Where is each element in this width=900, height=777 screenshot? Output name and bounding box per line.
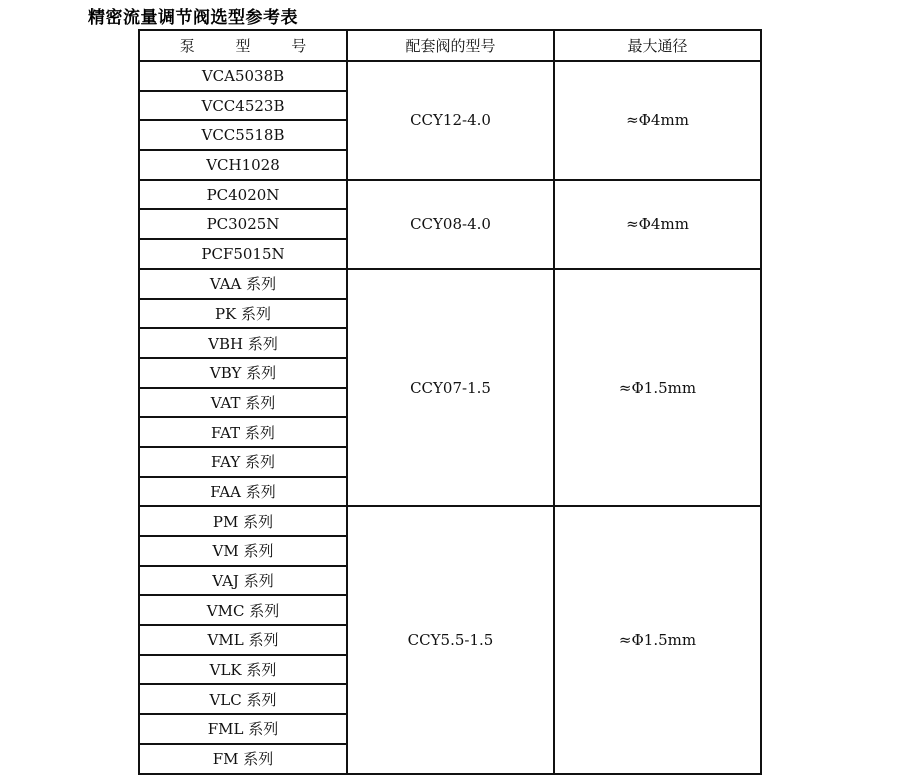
max-bore-cell: ≈Φ4mm [554,180,761,269]
pump-model-cell: VCC5518B [139,120,347,150]
pump-model-cell: PC4020N [139,180,347,210]
pump-model-cell: FAT 系列 [139,417,347,447]
pump-model-cell: VMC 系列 [139,595,347,625]
pump-model-cell: FM 系列 [139,744,347,774]
pump-model-cell: VCA5038B [139,61,347,91]
pump-model-cell: FML 系列 [139,714,347,744]
pump-model-cell: PCF5015N [139,239,347,269]
table-header-row [139,30,761,61]
pump-model-cell: VAT 系列 [139,388,347,418]
page-title: 精密流量调节阀选型参考表 [88,8,298,28]
table-row [139,269,761,299]
pump-model-cell: PM 系列 [139,506,347,536]
max-bore-cell: ≈Φ4mm [554,61,761,180]
valve-model-cell: CCY08-4.0 [347,180,554,269]
pump-model-cell: VM 系列 [139,536,347,566]
header-max-bore: 最大通径 [554,30,761,61]
pump-model-cell: FAA 系列 [139,477,347,507]
pump-model-cell: PK 系列 [139,299,347,329]
max-bore-cell: ≈Φ1.5mm [554,506,761,773]
pump-model-cell: VAJ 系列 [139,566,347,596]
pump-model-cell: VCH1028 [139,150,347,180]
max-bore-cell: ≈Φ1.5mm [554,269,761,507]
pump-model-cell: VLC 系列 [139,684,347,714]
header-pump-model: 泵 型 号 [139,30,347,61]
pump-model-cell: VAA 系列 [139,269,347,299]
pump-model-cell: VBY 系列 [139,358,347,388]
valve-selection-table [138,29,762,775]
table-row [139,61,761,91]
table-row [139,180,761,210]
pump-model-cell: VLK 系列 [139,655,347,685]
valve-model-cell: CCY5.5-1.5 [347,506,554,773]
valve-model-cell: CCY07-1.5 [347,269,554,507]
pump-model-cell: VCC4523B [139,91,347,121]
header-valve-model: 配套阀的型号 [347,30,554,61]
table-row [139,506,761,536]
pump-model-cell: PC3025N [139,209,347,239]
pump-model-cell: VBH 系列 [139,328,347,358]
table-body [139,61,761,774]
valve-model-cell: CCY12-4.0 [347,61,554,180]
pump-model-cell: FAY 系列 [139,447,347,477]
pump-model-cell: VML 系列 [139,625,347,655]
